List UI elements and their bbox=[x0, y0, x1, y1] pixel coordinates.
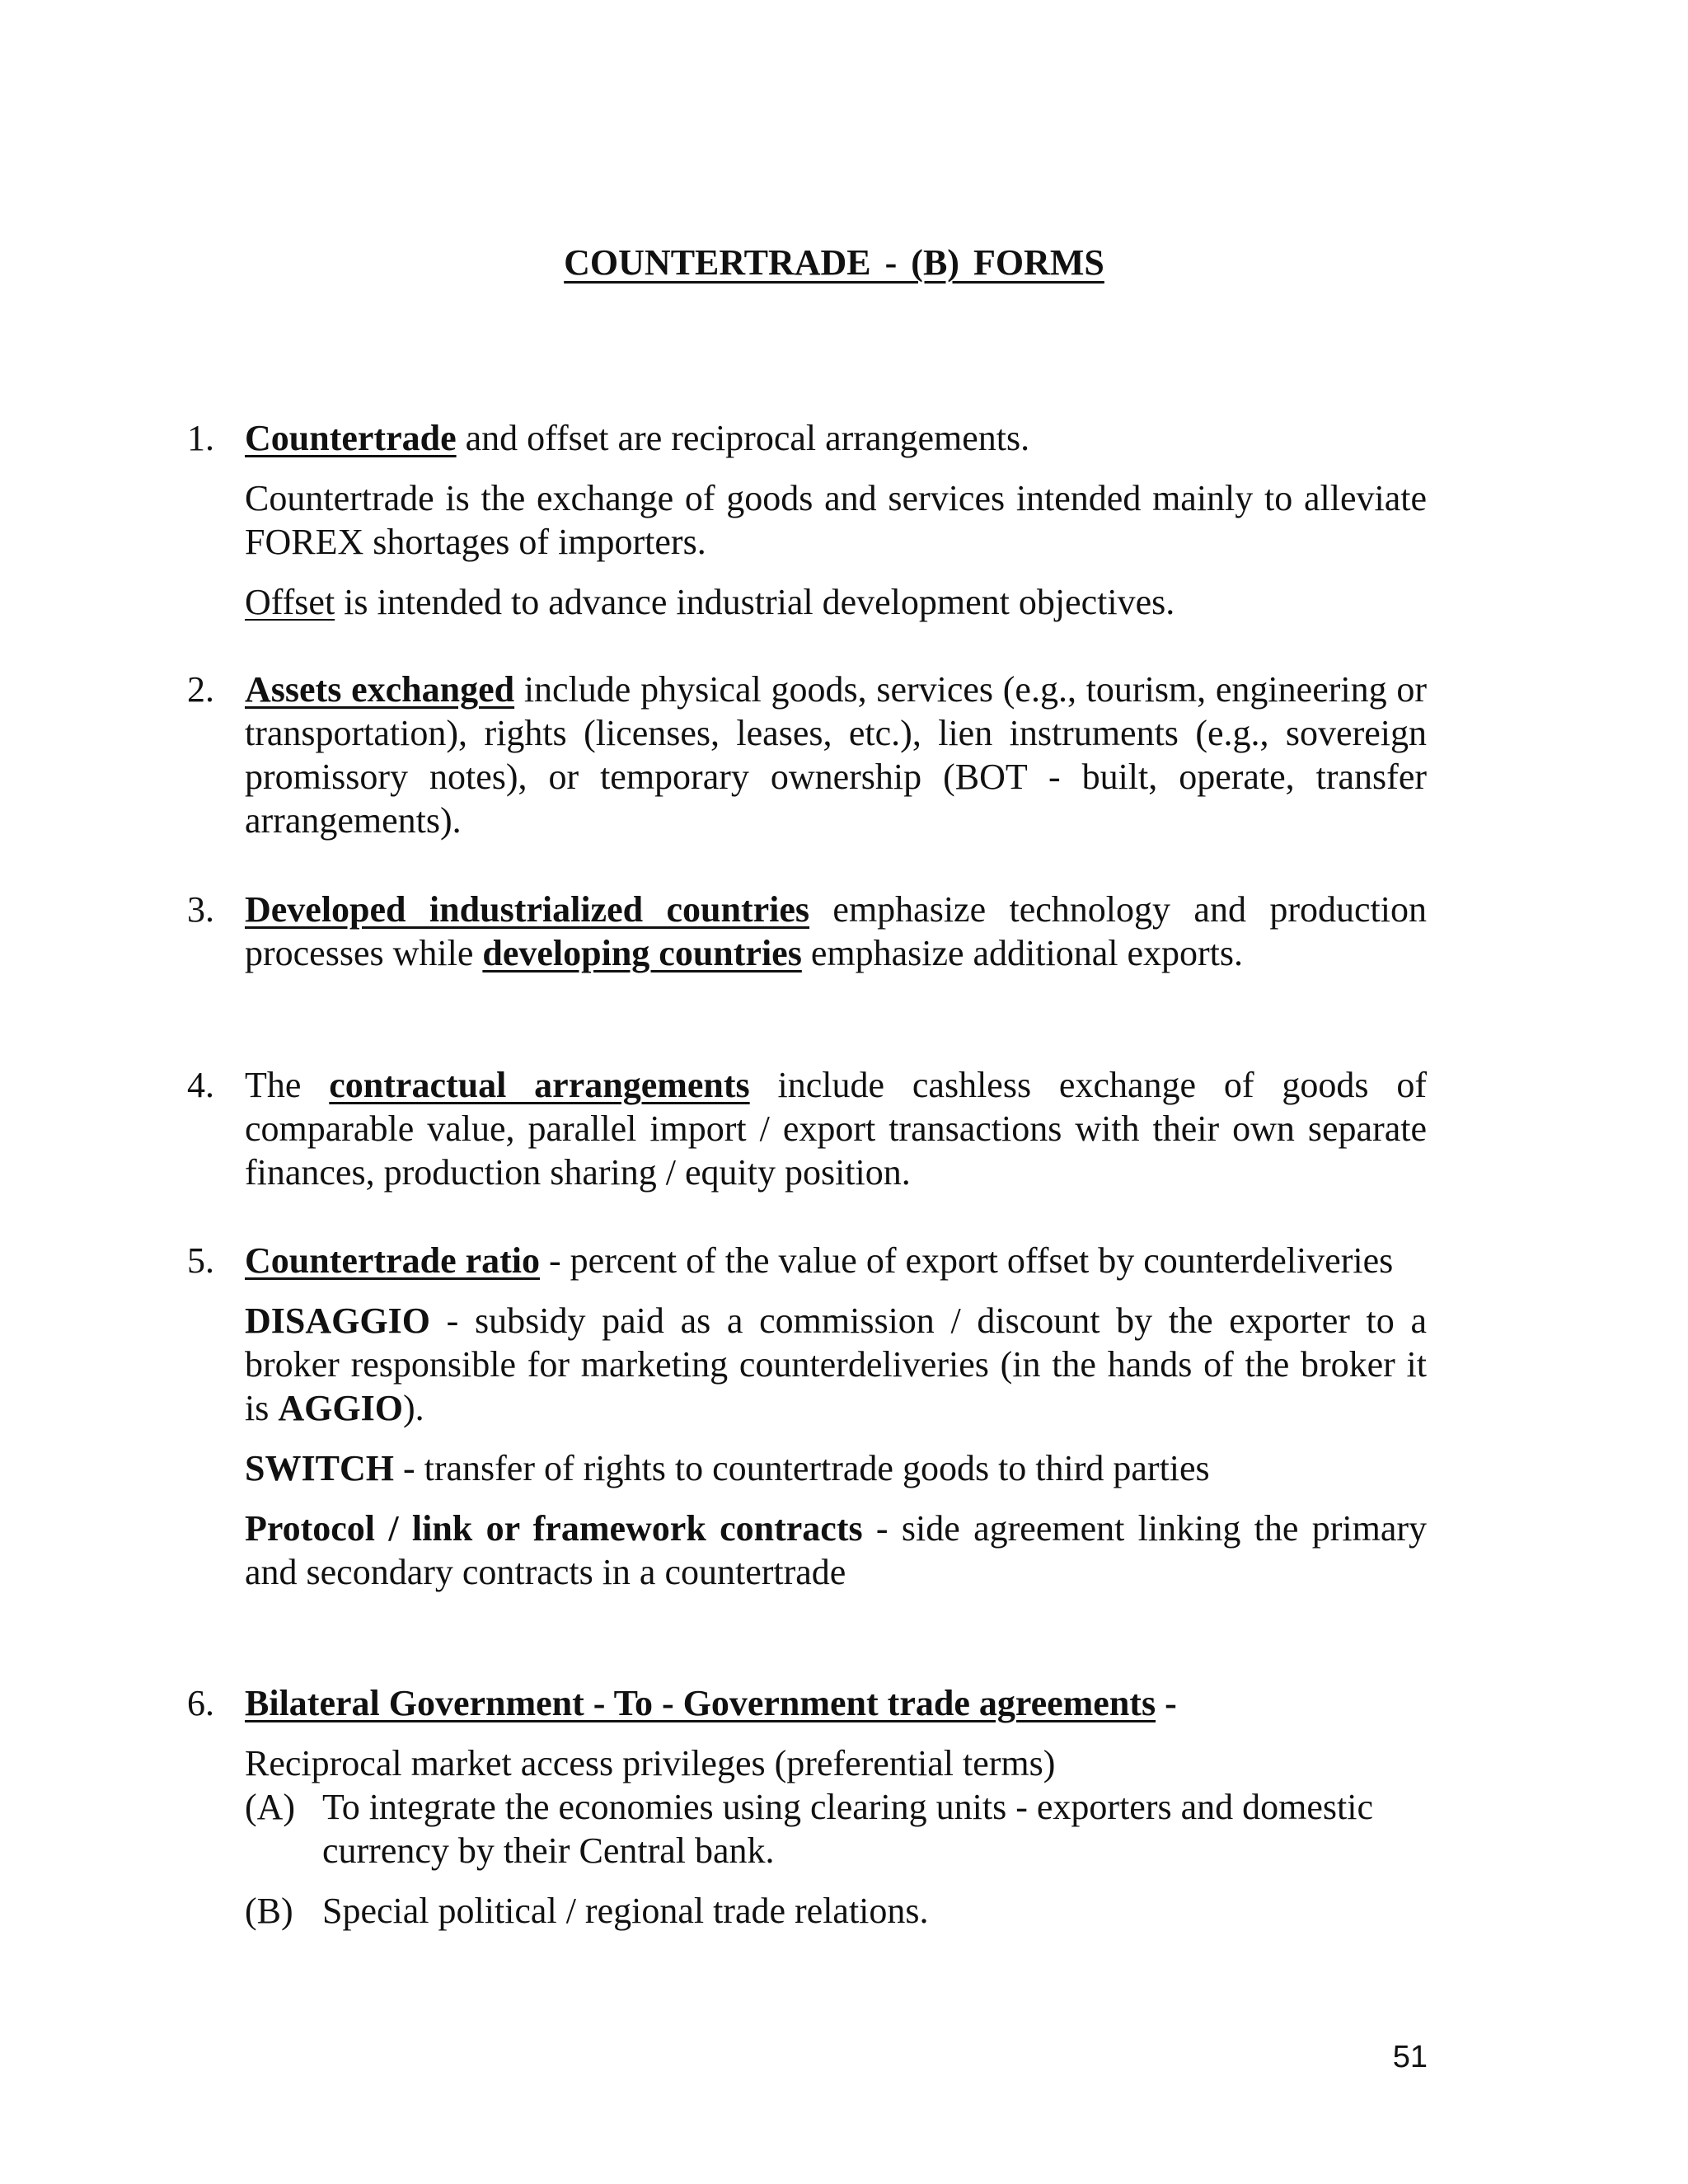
sub-item-label: (A) bbox=[245, 1787, 296, 1827]
item-4-text: The contractual arrangements include cashless exchange of goods of comparable value, parallel import / export transactions with their own separate finances, production sharing / equity position. bbox=[245, 1065, 1428, 1193]
term-developing-countries: developing countries bbox=[482, 933, 802, 973]
item-number: 1. bbox=[187, 418, 214, 458]
term-contractual-arrangements: contractual arrangements bbox=[329, 1065, 750, 1105]
term-aggio: AGGIO bbox=[278, 1388, 403, 1428]
item-1-offset: Offset is intended to advance industrial development objectives. bbox=[245, 582, 1175, 622]
sub-item-a bbox=[245, 1785, 1427, 1872]
item-number: 2. bbox=[187, 669, 214, 710]
item-6-heading: Bilateral Government - To - Government trade agreements - bbox=[245, 1683, 1177, 1723]
term-offset: Offset bbox=[245, 582, 335, 622]
term-countertrade-ratio: Countertrade ratio bbox=[245, 1240, 541, 1281]
list-item-2 bbox=[187, 668, 1427, 842]
item-1-definition: Countertrade is the exchange of goods and services intended mainly to alleviate FOREX shortages of importers. bbox=[245, 478, 1427, 562]
item-5-ratio: Countertrade ratio - percent of the value of export offset by counterdeliveries bbox=[245, 1240, 1394, 1281]
sub-item-text: To integrate the economies using clearing units - exporters and domestic currency by their Central bank. bbox=[322, 1787, 1373, 1871]
item-5-disaggio: DISAGGIO - subsidy paid as a commission / discount by the exporter to a broker responsible for marketing counterdeliveries (in the hands of the broker it is AGGIO). bbox=[245, 1301, 1427, 1428]
item-5-protocol: Protocol / link or framework contracts - side agreement linking the primary and secondary contracts in a countertrade bbox=[245, 1508, 1427, 1592]
term-disaggio: DISAGGIO bbox=[245, 1301, 430, 1341]
sub-item-text: Special political / regional trade relations. bbox=[322, 1891, 929, 1931]
list-item-1 bbox=[187, 416, 1427, 624]
term-bilateral-agreements: Bilateral Government - To - Government trade agreements bbox=[245, 1683, 1156, 1723]
sub-item-b bbox=[245, 1889, 1427, 1933]
term-countertrade: Countertrade bbox=[245, 418, 457, 458]
item-number: 5. bbox=[187, 1240, 214, 1281]
term-developed-countries: Developed industrialized countries bbox=[245, 889, 810, 930]
list-item-4 bbox=[187, 1063, 1428, 1194]
item-number: 6. bbox=[187, 1683, 214, 1723]
item-5-switch: SWITCH - transfer of rights to countertrade goods to third parties bbox=[245, 1448, 1210, 1488]
list-item-5 bbox=[187, 1239, 1427, 1594]
item-number: 3. bbox=[187, 889, 214, 930]
item-1-heading: Countertrade and offset are reciprocal arrangements. bbox=[245, 418, 1030, 458]
term-assets-exchanged: Assets exchanged bbox=[245, 669, 515, 710]
page-title: COUNTERTRADE - (B) FORMS bbox=[564, 242, 1104, 283]
list-item-6 bbox=[187, 1681, 1427, 1949]
term-protocol: Protocol / link or framework contracts bbox=[245, 1508, 863, 1549]
sub-item-label: (B) bbox=[245, 1891, 293, 1931]
page-number: 51 bbox=[1392, 2040, 1428, 2074]
item-6-intro: Reciprocal market access privileges (preferential terms) bbox=[245, 1743, 1056, 1783]
item-3-text: Developed industrialized countries emphasize technology and production processes while developing countries emphasize additional exports. bbox=[245, 889, 1427, 973]
item-number: 4. bbox=[187, 1065, 214, 1105]
term-switch: SWITCH bbox=[245, 1448, 394, 1488]
item-2-text: Assets exchanged include physical goods, services (e.g., tourism, engineering or transportation), rights (licenses, leases, etc.), lien instruments (e.g., sovereign promissory notes), or temporary ownership (BOT - built, operate, transfer arrangements). bbox=[245, 669, 1427, 841]
list-item-3 bbox=[187, 888, 1427, 975]
